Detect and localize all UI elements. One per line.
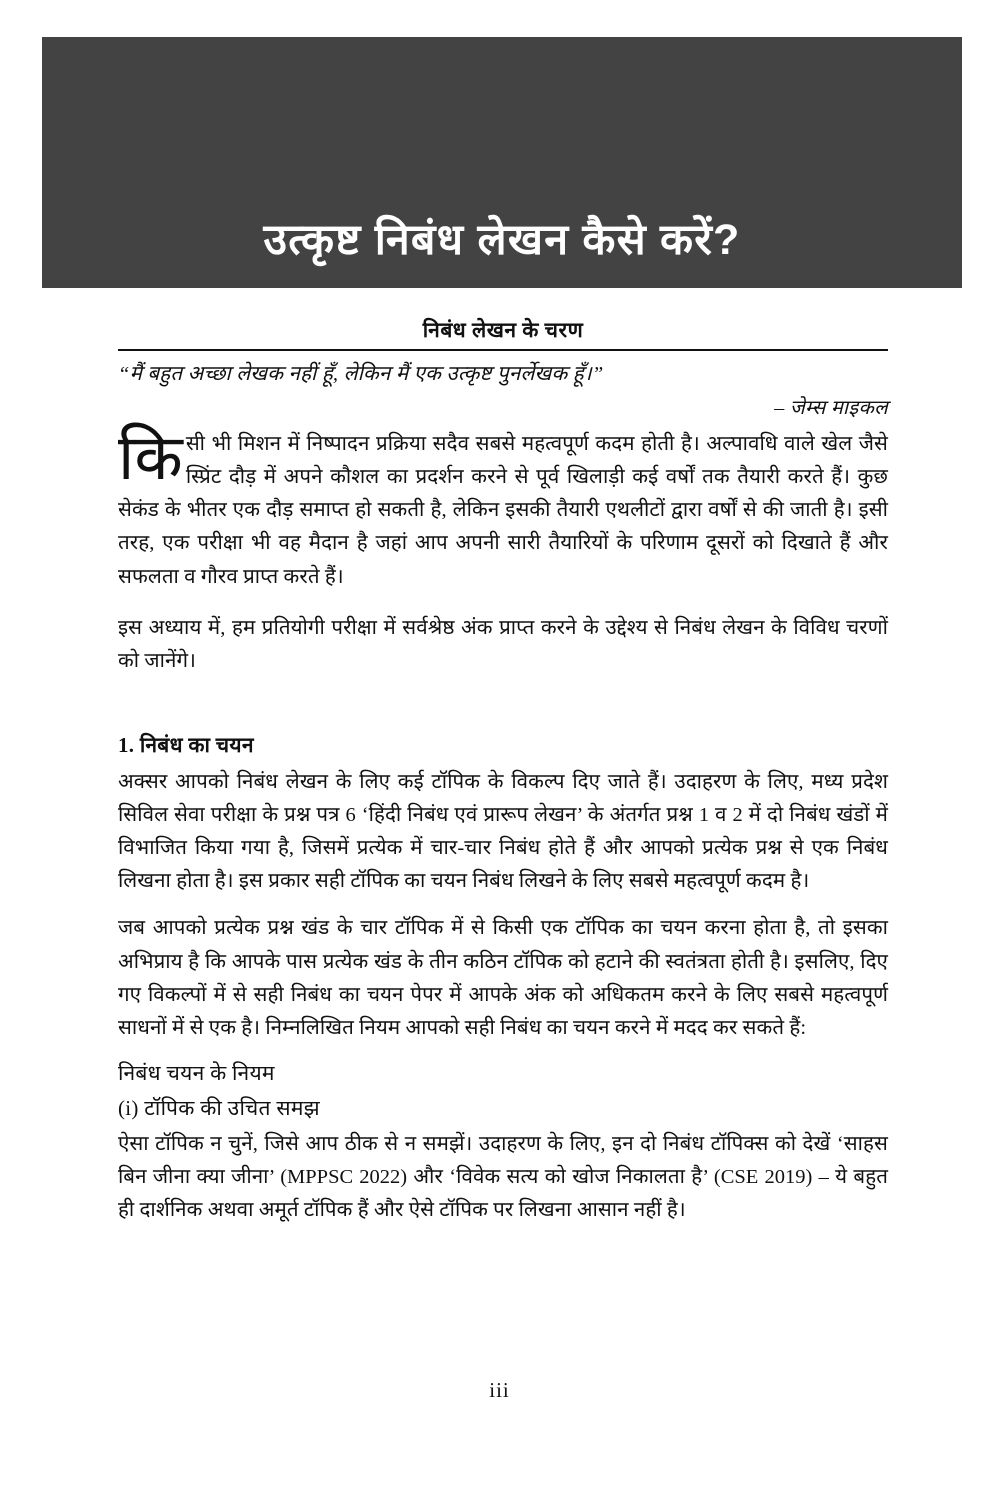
paper-number: 6 <box>345 803 356 826</box>
page-number: iii <box>489 1378 510 1402</box>
epigraph-quote: “मैं बहुत अच्छा लेखक नहीं हूँ, लेकिन मैं एक उत्कृष्ट पुनर्लेखक हूँ।” <box>118 363 604 386</box>
rule-i-paragraph <box>118 1128 888 1228</box>
chapter-title-banner <box>42 37 962 288</box>
question-number-2: 2 <box>732 803 743 826</box>
section-1-heading: 1. निबंध का चयन <box>118 733 254 758</box>
chapter-title: उत्कृष्ट निबंध लेखन कैसे करें? <box>263 215 741 264</box>
intro-paragraph-1-text: सी भी मिशन में निष्पादन प्रक्रिया सदैव सबसे महत्वपूर्ण कदम होती है। अल्पावधि वाले खेल जैसे स्प्रिंट दौड़ में अपने कौशल का प्रदर्शन करने से पूर्व खिलाड़ी कई वर्षों तक तैयारी करते हैं। कुछ सेकंड के भीतर एक दौड़ समाप्त हो सकती है, लेकिन इसकी तैयारी एथलीटों द्वारा वर्षों से की जाती है। इसी तरह, एक परीक्षा भी वह मैदान है जहां आप अपनी सारी तैयारियों के परिणाम दूसरों को दिखाते हैं और सफलता व गौरव प्राप्त करते हैं। <box>118 432 888 588</box>
rules-heading: निबंध चयन के नियम <box>118 1061 275 1086</box>
rule-i-text-part-c: – ये बहुत ही दार्शनिक अथवा अमूर्त टॉपिक हैं और ऐसे टॉपिक पर लिखना आसान नहीं है। <box>118 1166 888 1222</box>
section-heading: निबंध लेखन के चरण <box>422 318 584 342</box>
section-1-paragraph-1 <box>118 766 888 899</box>
exam-reference-mppsc: (MPPSC 2022) <box>280 1166 408 1189</box>
rule-i-text-part-a: ऐसा टॉपिक न चुनें, जिसे आप ठीक से न समझें। उदाहरण के लिए, इन दो निबंध टॉपिक्स को देखें ‘साहस बिन जीना क्या जीना’ <box>118 1132 888 1189</box>
section-1-paragraph-2: जब आपको प्रत्येक प्रश्न खंड के चार टॉपिक में से किसी एक टॉपिक का चयन करना होता है, तो इसका अभिप्राय है कि आपके पास प्रत्येक खंड के तीन कठिन टॉपिक को हटाने की स्वतंत्रता होती है। इसलिए, दिए गए विकल्पों में से सही निबंध का चयन पेपर में आपके अंक को अधिकतम करने के लिए सबसे महत्वपूर्ण साधनों में से एक है। निम्नलिखित नियम आपको सही निबंध का चयन करने में मदद कर सकते हैं: <box>118 917 888 1039</box>
intro-paragraph-2: इस अध्याय में, हम प्रतियोगी परीक्षा में सर्वश्रेष्ठ अंक प्राप्त करने के उद्देश्य से निबंध लेखन के विविध चरणों को जानेंगे। <box>118 616 888 673</box>
section-1-paragraph-1-part-d: में दो निबंध खंडों में विभाजित किया गया है, जिसमें प्रत्येक में चार-चार निबंध होते हैं और आपको प्रत्येक प्रश्न से एक निबंध लिखना होता है। इस प्रकार सही टॉपिक का चयन निबंध लिखने के लिए सबसे महत्वपूर्ण कदम है। <box>118 803 888 893</box>
intro-paragraph-1 <box>118 422 888 594</box>
section-spacer <box>118 692 888 732</box>
section-1-paragraph-1-part-a: अक्सर आपको निबंध लेखन के लिए कई टॉपिक के विकल्प दिए जाते हैं। उदाहरण के लिए, मध्य प्रदेश सिविल सेवा परीक्षा के प्रश्न पत्र <box>118 770 888 826</box>
rule-i-text-part-b: और ‘विवेक सत्य को खोज निकालता है’ <box>407 1166 714 1189</box>
exam-reference-cse: (CSE 2019) <box>713 1166 813 1189</box>
section-1-paragraph-1-part-b: ‘हिंदी निबंध एवं प्रारूप लेखन’ के अंतर्गत प्रश्न <box>355 803 699 826</box>
section-1-paragraph-1-part-c: व <box>709 803 733 826</box>
rule-i-heading: (i) टॉपिक की उचित समझ <box>118 1095 320 1120</box>
page-content <box>118 318 888 1242</box>
heading-divider <box>118 349 888 351</box>
epigraph-attribution: – जेम्स माइकल <box>774 396 888 419</box>
question-number-1: 1 <box>698 803 710 826</box>
drop-cap: कि <box>118 422 183 493</box>
